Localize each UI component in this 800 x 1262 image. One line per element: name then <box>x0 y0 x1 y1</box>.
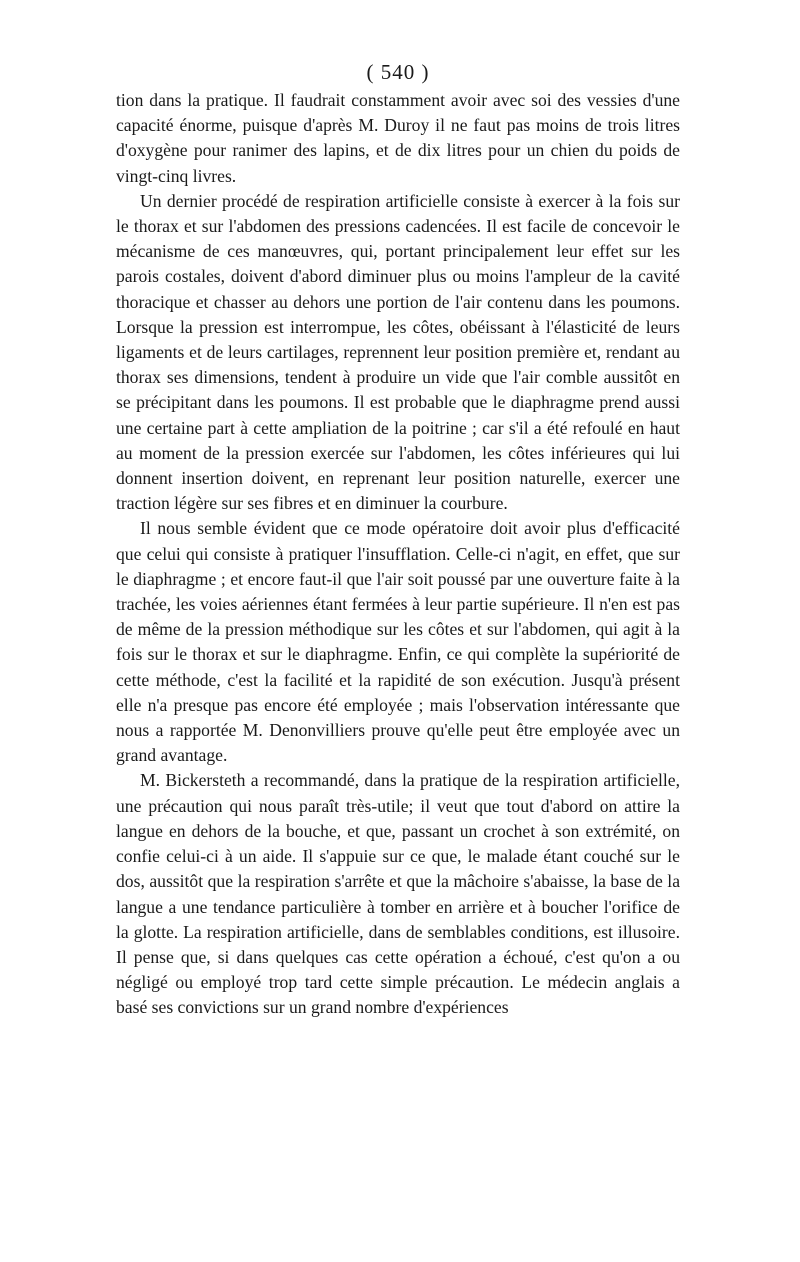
page-number: ( 540 ) <box>366 60 430 84</box>
body-text <box>116 88 680 1021</box>
paragraph-1: tion dans la pratique. Il faudrait constamment avoir avec soi des vessies d'une capacité énorme, puisque d'après M. Duroy il ne faut pas moins de trois litres d'oxygène pour ranimer des lapins, et de dix litres pour un chien du poids de vingt-cinq livres. <box>116 90 680 186</box>
paragraph-4: M. Bickersteth a recommandé, dans la pratique de la respiration artificielle, une précaution qui nous paraît très-utile; il veut que tout d'abord on attire la langue en dehors de la bouche, et que, passant un crochet à son extrémité, on confie celui-ci à un aide. Il s'appuie sur ce que, le malade étant couché sur le dos, aussitôt que la respiration s'arrête et que la mâchoire s'abaisse, la base de la langue a une tendance particulière à tomber en arrière et à boucher l'orifice de la glotte. La respiration artificielle, dans de semblables conditions, est illusoire. Il pense que, si dans quelques cas cette opération a échoué, c'est qu'on a ou négligé ou employé trop tard cette simple précaution. Le médecin anglais a basé ses convictions sur un grand nombre d'expériences <box>116 770 680 1018</box>
paragraph-3: Il nous semble évident que ce mode opératoire doit avoir plus d'efficacité que celui qui consiste à pratiquer l'insufflation. Celle-ci n'agit, en effet, que sur le diaphragme ; et encore faut-il que l'air soit poussé par une ouverture faite à la trachée, les voies aériennes étant fermées à leur partie supérieure. Il n'en est pas de même de la pression méthodique sur les côtes et sur l'abdomen, qui agit à la fois sur le thorax et sur le diaphragme. Enfin, ce qui complète la supériorité de cette méthode, c'est la facilité et la rapidité de son exécution. Jusqu'à présent elle n'a presque pas encore été employée ; mais l'observation intéressante que nous a rapportée M. Denonvilliers prouve qu'elle peut être employée avec un grand avantage. <box>116 518 680 766</box>
paragraph-2: Un dernier procédé de respiration artificielle consiste à exercer à la fois sur le thorax et sur l'abdomen des pressions cadencées. Il est facile de concevoir le mécanisme de ces manœuvres, qui, portant principalement leur effet sur les parois costales, doivent d'abord diminuer plus ou moins l'ampleur de la cavité thoracique et chasser au dehors une portion de l'air contenu dans les poumons. Lorsque la pression est interrompue, les côtes, obéissant à l'élasticité de leurs ligaments et de leurs cartilages, reprennent leur position première et, rendant au thorax ses dimensions, tendent à produire un vide que l'air comble aussitôt en se précipitant dans les poumons. Il est probable que le diaphragme prend aussi une certaine part à cette ampliation de la poitrine ; car s'il a été refoulé en haut au moment de la pression exercée sur l'abdomen, les côtes inférieures qui lui donnent insertion doivent, en reprenant leur position naturelle, exercer une traction légère sur ses fibres et en diminuer la courbure. <box>116 190 680 514</box>
book-page <box>116 58 680 1021</box>
